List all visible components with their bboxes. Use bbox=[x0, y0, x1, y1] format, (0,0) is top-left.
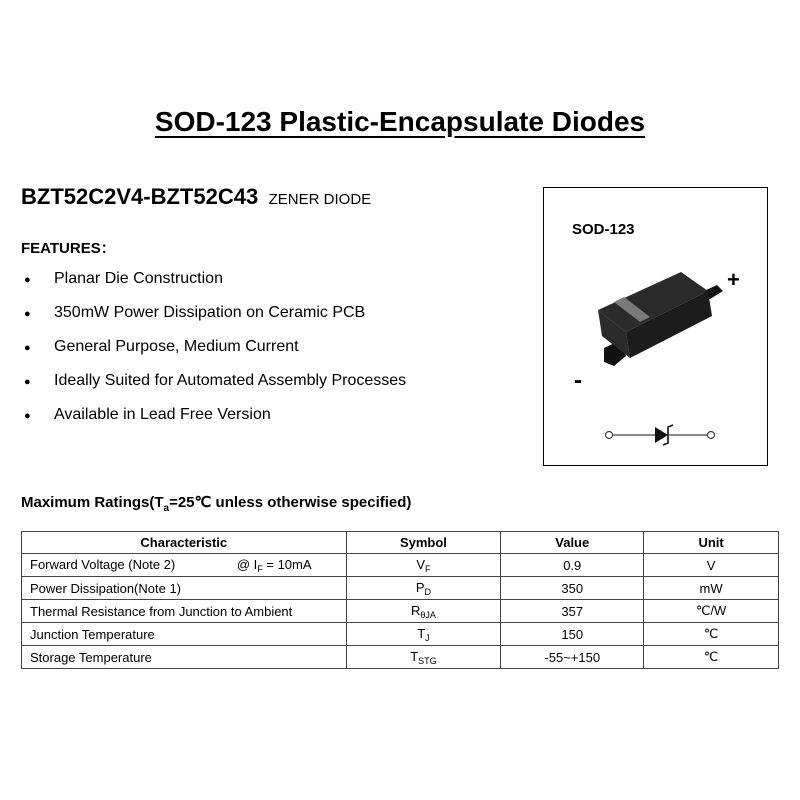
header-characteristic: Characteristic bbox=[22, 532, 347, 554]
symbol-sub: F bbox=[425, 563, 431, 574]
table-row bbox=[22, 600, 779, 623]
part-heading bbox=[21, 184, 371, 210]
condition-text-end: = 10mA bbox=[262, 556, 312, 572]
bullet-icon: ● bbox=[24, 274, 31, 286]
cell-value: 357 bbox=[501, 600, 644, 623]
condition-text: @ I bbox=[236, 556, 258, 572]
ratings-title-text: Maximum Ratings(T bbox=[21, 494, 164, 511]
characteristic-text: Forward Voltage (Note 2) bbox=[30, 556, 176, 572]
symbol-sub: STG bbox=[418, 655, 437, 666]
page-title-text: SOD-123 Plastic-Encapsulate Diodes bbox=[154, 106, 646, 137]
ratings-title-sub: a bbox=[163, 503, 170, 514]
cell-unit: ℃ bbox=[644, 646, 779, 669]
cell-value: 0.9 bbox=[501, 554, 644, 577]
cathode-minus: - bbox=[574, 367, 582, 394]
feature-text: General Purpose, Medium Current bbox=[54, 338, 299, 355]
table-row bbox=[22, 646, 779, 669]
part-type: ZENER DIODE bbox=[268, 191, 372, 208]
anode-plus: + bbox=[727, 267, 740, 292]
cell-characteristic: Junction Temperature bbox=[22, 623, 347, 646]
cell-symbol bbox=[346, 600, 501, 623]
symbol-text: V bbox=[416, 556, 426, 572]
cell-unit: mW bbox=[644, 577, 779, 600]
package-drawing bbox=[544, 188, 769, 467]
bullet-icon: ● bbox=[24, 410, 31, 422]
ratings-title bbox=[21, 493, 411, 514]
feature-text: Planar Die Construction bbox=[54, 270, 223, 287]
symbol-text: R bbox=[410, 602, 421, 618]
cell-symbol bbox=[346, 623, 501, 646]
cell-value: 350 bbox=[501, 577, 644, 600]
part-number: BZT52C2V4-BZT52C43 bbox=[21, 184, 259, 209]
bullet-icon: ● bbox=[24, 308, 31, 320]
package-label: SOD-123 bbox=[572, 221, 635, 238]
symbol-sub: J bbox=[425, 632, 430, 643]
ratings-table bbox=[21, 531, 779, 669]
cell-characteristic: Thermal Resistance from Junction to Ambient bbox=[22, 600, 347, 623]
table-row bbox=[22, 623, 779, 646]
feature-item bbox=[21, 406, 406, 440]
table-row bbox=[22, 577, 779, 600]
symbol-text: P bbox=[415, 579, 425, 595]
feature-text: Available in Lead Free Version bbox=[54, 406, 271, 423]
page-title bbox=[0, 106, 800, 138]
feature-list bbox=[21, 270, 406, 440]
feature-item bbox=[21, 338, 406, 372]
symbol-sub: θJA bbox=[420, 609, 436, 620]
feature-item bbox=[21, 372, 406, 406]
cell-characteristic: Storage Temperature bbox=[22, 646, 347, 669]
diode-package-icon bbox=[598, 272, 723, 366]
cell-symbol bbox=[346, 554, 501, 577]
cell-unit: ℃/W bbox=[644, 600, 779, 623]
symbol-text: T bbox=[417, 625, 426, 641]
cell-characteristic: Power Dissipation(Note 1) bbox=[22, 577, 347, 600]
bullet-icon: ● bbox=[24, 342, 31, 354]
package-box bbox=[543, 187, 768, 466]
header-value: Value bbox=[501, 532, 644, 554]
cell-characteristic bbox=[22, 554, 347, 577]
symbol-text: T bbox=[410, 648, 419, 664]
bullet-icon: ● bbox=[24, 376, 31, 388]
feature-text: Ideally Suited for Automated Assembly Processes bbox=[54, 372, 407, 389]
cell-unit: V bbox=[644, 554, 779, 577]
test-condition bbox=[237, 557, 312, 574]
condition-sub: F bbox=[257, 563, 263, 574]
header-symbol: Symbol bbox=[346, 532, 501, 554]
ratings-title-text-end: =25℃ unless otherwise specified) bbox=[169, 494, 412, 511]
cell-symbol bbox=[346, 577, 501, 600]
cell-value: 150 bbox=[501, 623, 644, 646]
features-title: FEATURES： bbox=[21, 240, 116, 257]
cell-unit: ℃ bbox=[644, 623, 779, 646]
symbol-sub: D bbox=[424, 586, 432, 597]
cell-value: -55~+150 bbox=[501, 646, 644, 669]
table-row bbox=[22, 554, 779, 577]
table-header-row bbox=[22, 532, 779, 554]
feature-item bbox=[21, 270, 406, 304]
feature-item bbox=[21, 304, 406, 338]
zener-symbol-icon bbox=[606, 425, 715, 445]
header-unit: Unit bbox=[644, 532, 779, 554]
feature-text: 350mW Power Dissipation on Ceramic PCB bbox=[54, 304, 366, 321]
cell-symbol bbox=[346, 646, 501, 669]
